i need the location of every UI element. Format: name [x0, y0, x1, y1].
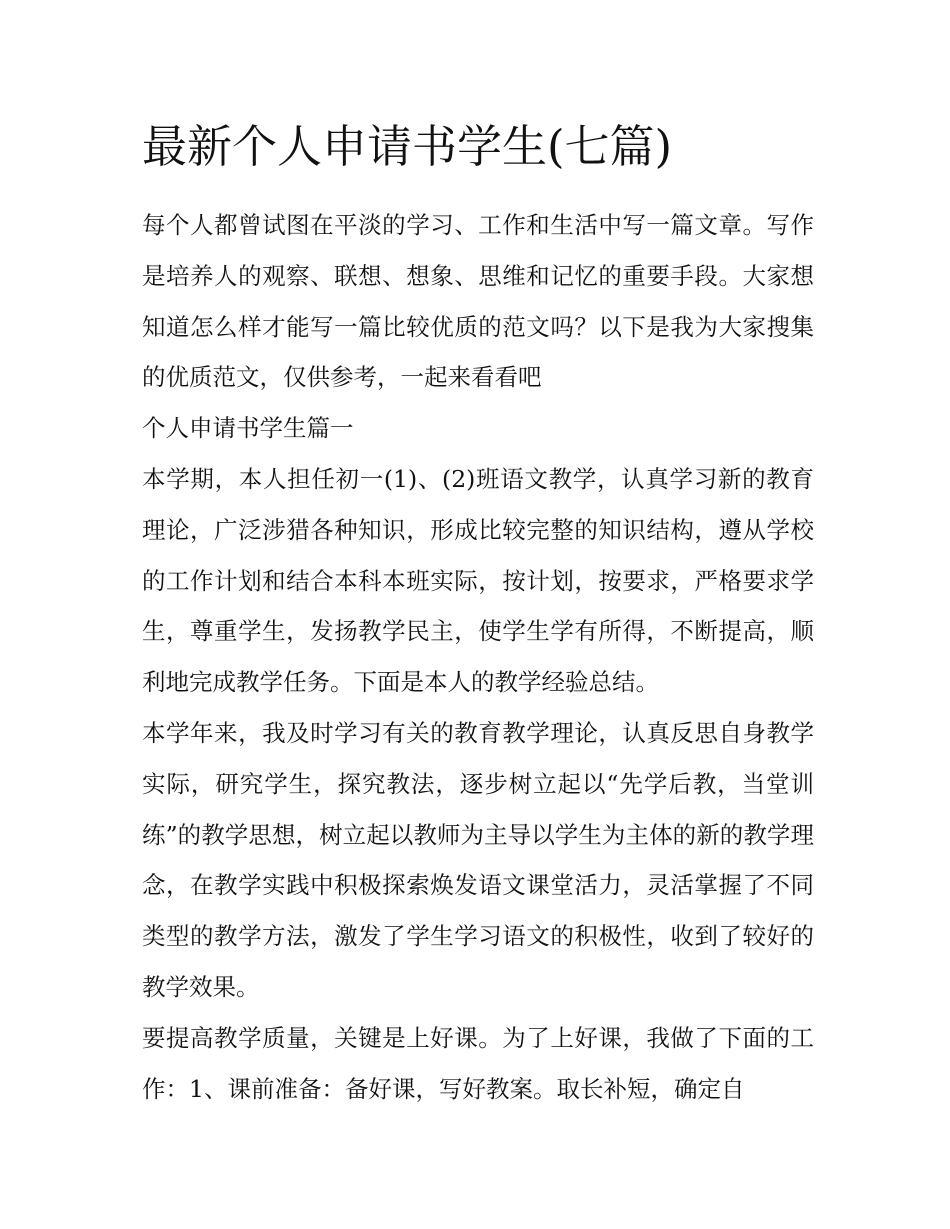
body-paragraph: 要提高教学质量，关键是上好课。为了上好课，我做了下面的工作：1、课前准备：备好课，写好教案。取长补短，确定自	[142, 1023, 814, 1103]
document-title: 最新个人申请书学生(七篇)	[142, 120, 673, 173]
intro-paragraph: 每个人都曾试图在平淡的学习、工作和生活中写一篇文章。写作是培养人的观察、联想、想象、思维和记忆的重要手段。大家想知道怎么样才能写一篇比较优质的范文吗？以下是我为大家搜集的优质范文，仅供参考，一起来看看吧	[142, 211, 814, 392]
section-heading: 个人申请书学生篇一	[142, 414, 354, 443]
body-paragraph: 本学年来，我及时学习有关的教育教学理论，认真反思自身教学实际，研究学生，探究教法，逐步树立起以“先学后教，当堂训练”的教学思想，树立起以教师为主导以学生为主体的新的教学理念，在教学实践中积极探索焕发语文课堂活力，灵活掌握了不同类型的教学方法，激发了学生学习语文的积极性，收到了较好的教学效果。	[142, 718, 814, 1001]
document-body	[142, 112, 814, 1114]
body-paragraph: 本学期，本人担任初一(1)、(2)班语文教学，认真学习新的教育理论，广泛涉猎各种知识，形成比较完整的知识结构，遵从学校的工作计划和结合本科本班实际，按计划，按要求，严格要求学生，尊重学生，发扬教学民主，使学生学有所得，不断提高，顺利地完成教学任务。下面是本人的教学经验总结。	[142, 464, 814, 697]
